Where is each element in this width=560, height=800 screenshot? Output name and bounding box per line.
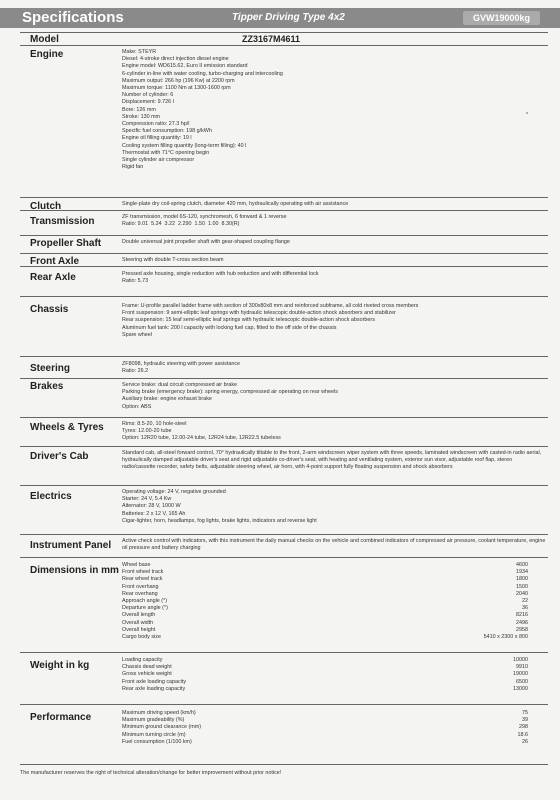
clutch-text: Single-plate dry coil-spring clutch, diameter 420 mm, hydraulically operating with air assistance xyxy=(122,201,349,207)
electrics-label: Electrics xyxy=(30,491,72,502)
dimensions-names: Wheel base Front wheel track Rear wheel track Front overhang Rear overhang Approach angle (°) Departure angle (°) Overall length Overall width Overall height Cargo body size xyxy=(122,562,168,641)
weight-values: 10000 9910 19000 6500 13000 xyxy=(513,657,528,692)
chassis-text: Frame: U-profile parallel ladder frame with section of 300x80x8 mm and reinforced subframe, all cold riveted cross members Front suspension: 9 semi-elliptic leaf springs with hydraulic telescopic double-action shock absorbers and stabilizer Rear suspension: 15 leaf semi-elliptic leaf springs with hydraulic telescopic double-action shock absorbers Aluminum fuel tank: 200 l capacity with locking fuel cap, fitted to the off side of the chassis Spare wheel xyxy=(122,303,419,338)
instrument-label: Instrument Panel xyxy=(30,540,112,551)
dimensions-label: Dimensions in mm xyxy=(30,565,119,576)
cab-text: Standard cab, all-steel forward control, 70° hydraulically tiltable to the front, 2-arm windscreen wiper system with three speeds, laminated windscreen with casted-in radio aerial, hydraulically damped adjustable driver's seat and rigid adjustable co-driver's seat, with heating and ventilating system, exterior sun visor, adjustable roof flap, stereo radio/cassette recorder, safety belts, adjustable steering wheel, air horn, with 4-point support fully floating suspension and shock absorbers xyxy=(122,450,542,471)
performance-section xyxy=(20,704,548,745)
electrics-section xyxy=(20,485,548,524)
electrics-text: Operating voltage: 24 V, negative grounded Starter: 24 V, 5.4 Kw Alternator: 28 V, 1000 W Batteries: 2 x 12 V, 165 Ah Cigar-lighter, horn, headlamps, fog lights, brake lights, indicators and reverse light xyxy=(122,489,317,524)
weight-section xyxy=(20,652,548,692)
steering-text: ZF8098, hydraulic steering with power assistance Ratio: 26.2 xyxy=(122,361,241,375)
engine-label: Engine xyxy=(30,49,64,60)
rear-axle-text: Pressed axle housing, single reduction with hub reduction and with differential lock Ratio: 5.73 xyxy=(122,271,319,285)
cab-section xyxy=(20,446,548,471)
chassis-section xyxy=(20,296,548,338)
clutch-label: Clutch xyxy=(30,201,62,212)
chassis-label: Chassis xyxy=(30,304,69,315)
front-axle-text: Steering with double T-cross section beam xyxy=(122,257,224,263)
gvw-badge: GVW19000kg xyxy=(463,11,540,25)
wheels-section xyxy=(20,417,548,442)
performance-values: 75 39 298 18.6 26 xyxy=(517,710,528,745)
transmission-section xyxy=(20,210,548,228)
rear-axle-section xyxy=(20,266,548,285)
weight-label: Weight in kg xyxy=(30,660,90,671)
weight-names: Loading capacity Chassis dead weight Gross vehicle weight Front axle loading capacity Rear axle loading capacity xyxy=(122,657,187,692)
instrument-text: Active check control with indicators, with this instrument the daily manual checks on the vehicle and combined indicators of compressed air pressure, coolant temperature, engine oil pressure and battery charging xyxy=(122,538,546,552)
brakes-text: Service brake: dual circuit compressed air brake Parking brake (emergency brake): spring energy, compressed air operating on rear wheels Auxiliary brake: engine exhaust brake Option: ABS xyxy=(122,382,338,410)
page-title: Specifications xyxy=(22,9,124,26)
transmission-label: Transmission xyxy=(30,216,95,227)
rear-axle-label: Rear Axle xyxy=(30,272,76,283)
cab-label: Driver's Cab xyxy=(30,451,89,462)
performance-label: Performance xyxy=(30,712,92,723)
front-axle-section xyxy=(20,253,548,267)
scan-speck xyxy=(526,112,528,114)
wheels-label: Wheels & Tyres xyxy=(30,422,104,433)
brakes-label: Brakes xyxy=(30,381,64,392)
page-subtitle: Tipper Driving Type 4x2 xyxy=(232,12,345,23)
front-axle-label: Front Axle xyxy=(30,256,80,267)
model-label: Model xyxy=(30,34,59,45)
steering-label: Steering xyxy=(30,363,71,374)
disclaimer-footer: The manufacturer reserves the right of technical alteration/change for better improvement without prior notice! xyxy=(20,770,282,776)
performance-names: Maximum driving speed (km/h) Maximum gradeability (%) Minimum ground clearance (mm) Minimum turning circle (m) Fuel consumption (1/100 km) xyxy=(122,710,202,745)
brakes-section xyxy=(20,378,548,410)
engine-text: Make: STEYR Diesel: 4-stroke direct injection diesel engine Engine model: WD615.62, Euro II emission standard 6-cylinder in-line with water cooling, turbo-charging and intercooling Maximum output: 266 hp (196 Kw) at 2200 rpm Maximum torque: 1100 Nm at 1300-1600 rpm Number of cylinder: 6 Displacement: 9.726 l Bore: 126 mm Stroke: 130 mm Compression ratio: 27.3 hp/l Specific fuel consumption: 198 g/kWh Engine oil filling quantity: 19 l Cooling system filling quantity (long-term filling): 40 l Thermostat with 71°C opening begin Single cylinder air compressor Rigid fan xyxy=(122,49,283,171)
wheels-text: Rims: 8.5-20, 10 hole-steel Tyres: 12.00-20 tube Option: 12R20 tube, 12.00-24 tube, 12R24 tube, 12R22.5 tubeless xyxy=(122,421,281,442)
dimensions-section xyxy=(20,557,548,641)
spec-header-bar xyxy=(0,8,560,28)
instrument-section xyxy=(20,534,548,552)
bottom-rule xyxy=(20,764,548,765)
clutch-section xyxy=(20,197,548,212)
dimensions-values: 4600 1934 1800 1500 2040 22 36 8216 2496 2958 5410 x 2300 x 800 xyxy=(483,562,528,641)
model-section xyxy=(20,32,548,45)
steering-section xyxy=(20,356,548,375)
model-value: ZZ3167M4611 xyxy=(242,34,301,44)
propeller-label: Propeller Shaft xyxy=(30,238,102,249)
transmission-text: ZF transmission, model 6S-120, synchromesh, 6 forward & 1 reverse Ratio: 9.01 5.24 3.22 2.290 1.50 1.00 8.30(R) xyxy=(122,214,287,228)
propeller-section xyxy=(20,235,548,249)
engine-section xyxy=(20,45,548,171)
propeller-text: Double universal joint propeller shaft with gear-shaped coupling flange xyxy=(122,239,290,245)
